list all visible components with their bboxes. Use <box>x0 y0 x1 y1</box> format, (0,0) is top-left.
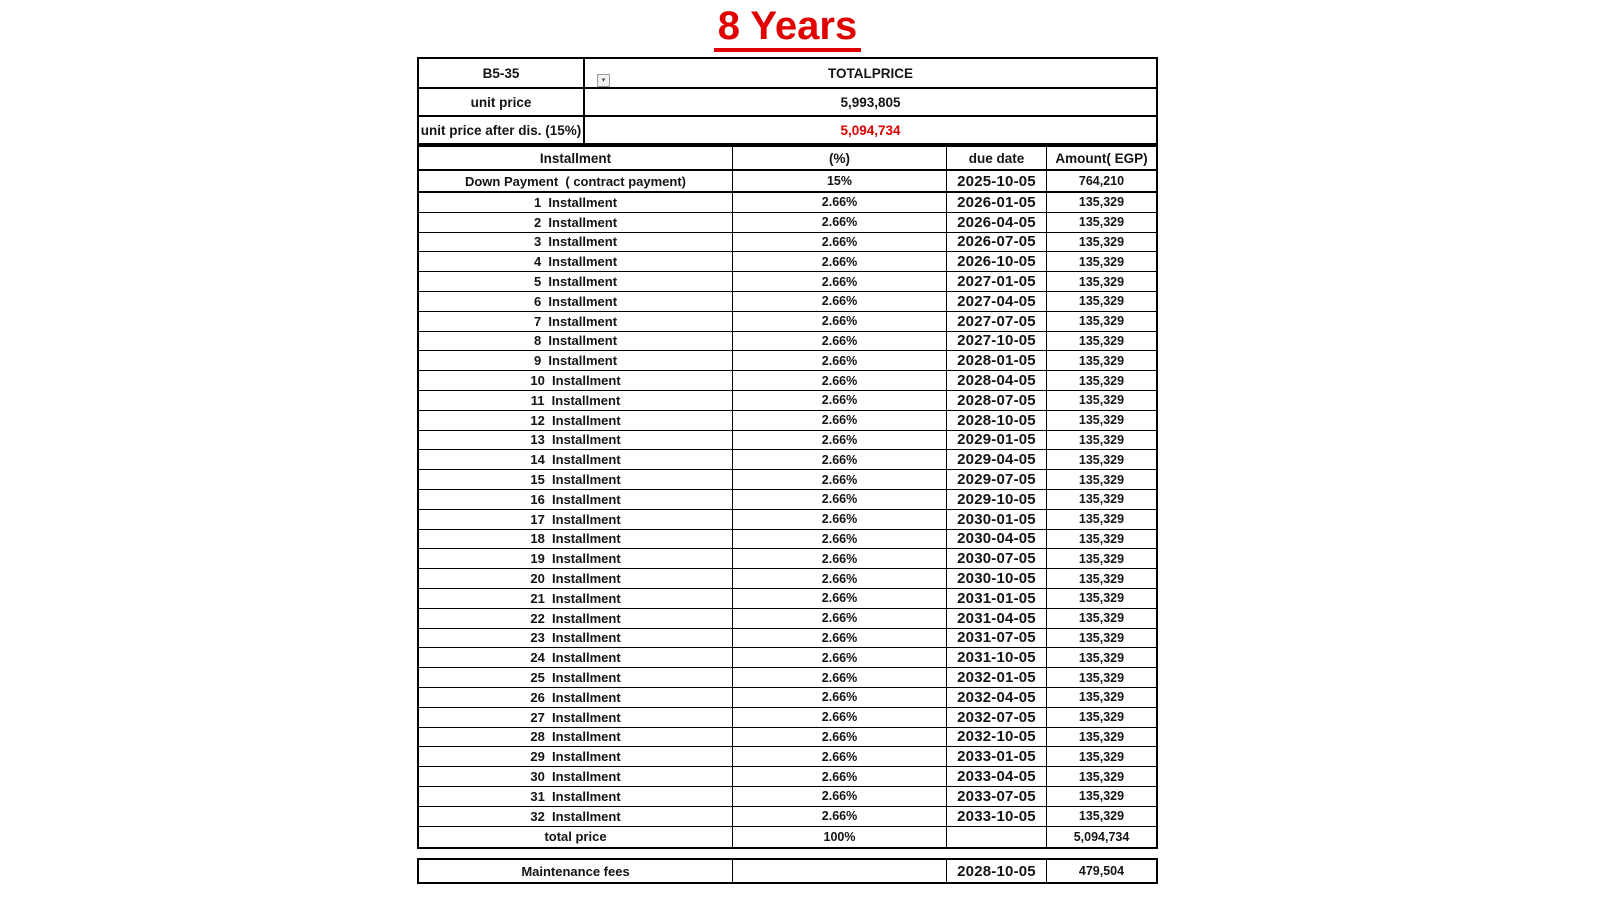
cell-percent: 2.66% <box>732 549 946 568</box>
header-amount: Amount( EGP) <box>1046 147 1156 169</box>
installment-row <box>419 470 1156 490</box>
cell-due: 2033-10-05 <box>946 807 1046 826</box>
cell-label: 1 Installment <box>533 194 618 210</box>
installment-row <box>419 431 1156 451</box>
cell-amount: 135,329 <box>1046 728 1156 747</box>
cell-percent: 2.66% <box>732 648 946 667</box>
cell-label: 10 Installment <box>530 373 621 389</box>
cell-due: 2030-10-05 <box>946 569 1046 588</box>
cell-amount: 135,329 <box>1046 807 1156 826</box>
cell-label: 23 Installment <box>530 630 621 646</box>
cell-label: 20 Installment <box>530 571 621 587</box>
cell-label: Maintenance fees <box>521 863 630 879</box>
cell-percent: 2.66% <box>732 292 946 311</box>
schedule-header-row <box>419 147 1156 171</box>
cell-due: 2031-07-05 <box>946 629 1046 648</box>
maintenance-row <box>419 860 1156 882</box>
cell-label: 32 Installment <box>530 808 621 824</box>
cell-percent: 2.66% <box>732 688 946 707</box>
cell-percent: 2.66% <box>732 807 946 826</box>
cell-label: total price <box>544 829 607 844</box>
cell-amount: 135,329 <box>1046 351 1156 370</box>
cell-percent: 2.66% <box>732 470 946 489</box>
cell-percent: 2.66% <box>732 530 946 549</box>
cell-due: 2032-01-05 <box>946 668 1046 687</box>
unit-price-value: 5,993,805 <box>840 94 901 110</box>
cell-label: 17 Installment <box>530 511 621 527</box>
cell-due: 2027-10-05 <box>946 332 1046 351</box>
cell-due: 2029-04-05 <box>946 450 1046 469</box>
installment-row <box>419 787 1156 807</box>
installment-row <box>419 292 1156 312</box>
cell-due: 2033-07-05 <box>946 787 1046 806</box>
cell-amount: 135,329 <box>1046 272 1156 291</box>
cell-due: 2030-07-05 <box>946 549 1046 568</box>
cell-percent: 15% <box>732 171 946 191</box>
cell-due: 2031-01-05 <box>946 589 1046 608</box>
installment-row <box>419 668 1156 688</box>
cell-percent: 2.66% <box>732 332 946 351</box>
cell-percent: 2.66% <box>732 252 946 271</box>
summary-table <box>417 57 1158 145</box>
cell-due: 2032-10-05 <box>946 728 1046 747</box>
cell-amount: 135,329 <box>1046 668 1156 687</box>
installment-row <box>419 490 1156 510</box>
cell-label: 22 Installment <box>530 610 621 626</box>
cell-percent: 2.66% <box>732 450 946 469</box>
installment-row <box>419 549 1156 569</box>
cell-due: 2026-04-05 <box>946 213 1046 232</box>
cell-amount: 135,329 <box>1046 648 1156 667</box>
cell-amount: 135,329 <box>1046 688 1156 707</box>
cell-amount: 135,329 <box>1046 609 1156 628</box>
installment-schedule-table <box>417 145 1158 849</box>
cell-due <box>946 827 1046 847</box>
cell-percent: 2.66% <box>732 351 946 370</box>
cell-label: 5 Installment <box>533 274 618 290</box>
cell-percent: 2.66% <box>732 629 946 648</box>
cell-amount: 135,329 <box>1046 569 1156 588</box>
cell-due: 2026-01-05 <box>946 193 1046 212</box>
totalprice-header-cell: TOTALPRICE <box>827 65 913 81</box>
cell-label: 7 Installment <box>533 313 618 329</box>
cell-percent: 2.66% <box>732 787 946 806</box>
cell-amount: 135,329 <box>1046 371 1156 390</box>
cell-label: 31 Installment <box>530 788 621 804</box>
cell-label: 19 Installment <box>530 551 621 567</box>
cell-amount: 5,094,734 <box>1046 827 1156 847</box>
cell-due: 2028-10-05 <box>946 860 1046 882</box>
cell-amount: 135,329 <box>1046 292 1156 311</box>
cell-due: 2029-10-05 <box>946 490 1046 509</box>
total-price-row <box>419 827 1156 847</box>
cell-due: 2025-10-05 <box>946 171 1046 191</box>
cell-amount: 135,329 <box>1046 213 1156 232</box>
cell-percent: 100% <box>732 827 946 847</box>
cell-label: 26 Installment <box>530 689 621 705</box>
installment-row <box>419 510 1156 530</box>
cell-label: 24 Installment <box>530 650 621 666</box>
cell-amount: 135,329 <box>1046 391 1156 410</box>
cell-due: 2026-07-05 <box>946 233 1046 252</box>
summary-row-unit <box>419 59 1156 87</box>
installment-row <box>419 728 1156 748</box>
cell-due: 2031-10-05 <box>946 648 1046 667</box>
cell-percent: 2.66% <box>732 193 946 212</box>
cell-due: 2032-07-05 <box>946 708 1046 727</box>
header-percent: (%) <box>732 147 946 169</box>
installment-row <box>419 589 1156 609</box>
cell-percent: 2.66% <box>732 569 946 588</box>
cell-label: 13 Installment <box>530 432 621 448</box>
cell-label: 9 Installment <box>533 353 618 369</box>
cell-label: 4 Installment <box>533 254 618 270</box>
cell-due: 2033-01-05 <box>946 747 1046 766</box>
cell-percent: 2.66% <box>732 668 946 687</box>
summary-row-discount <box>419 115 1156 143</box>
down-payment-row <box>419 171 1156 193</box>
cell-label: 6 Installment <box>533 293 618 309</box>
cell-amount: 135,329 <box>1046 193 1156 212</box>
installment-row <box>419 351 1156 371</box>
installment-row <box>419 747 1156 767</box>
cell-percent: 2.66% <box>732 233 946 252</box>
installment-row <box>419 332 1156 352</box>
unit-code-cell: B5-35 <box>419 59 585 87</box>
cell-label: 2 Installment <box>533 214 618 230</box>
cell-amount: 135,329 <box>1046 411 1156 430</box>
header-installment: Installment <box>539 150 612 166</box>
cell-percent: 2.66% <box>732 213 946 232</box>
cell-label: 15 Installment <box>530 472 621 488</box>
installment-row <box>419 609 1156 629</box>
installment-row <box>419 411 1156 431</box>
installment-row <box>419 391 1156 411</box>
installment-row <box>419 252 1156 272</box>
cell-due: 2028-10-05 <box>946 411 1046 430</box>
cell-percent: 2.66% <box>732 371 946 390</box>
cell-amount: 135,329 <box>1046 332 1156 351</box>
cell-percent: 2.66% <box>732 589 946 608</box>
cell-label: 14 Installment <box>530 452 621 468</box>
installment-row <box>419 530 1156 550</box>
installment-row <box>419 629 1156 649</box>
cell-amount: 135,329 <box>1046 252 1156 271</box>
installment-row <box>419 193 1156 213</box>
installment-row <box>419 371 1156 391</box>
cell-amount: 135,329 <box>1046 549 1156 568</box>
header-due-date: due date <box>946 147 1046 169</box>
cell-percent: 2.66% <box>732 767 946 786</box>
cell-percent <box>732 860 946 882</box>
installment-row <box>419 708 1156 728</box>
cell-label: 3 Installment <box>533 234 618 250</box>
cell-amount: 135,329 <box>1046 530 1156 549</box>
cell-amount: 135,329 <box>1046 629 1156 648</box>
installment-row <box>419 569 1156 589</box>
page-title-text: 8 Years <box>714 5 861 52</box>
cell-amount: 135,329 <box>1046 708 1156 727</box>
cell-label: 11 Installment <box>530 392 621 408</box>
cell-amount: 135,329 <box>1046 747 1156 766</box>
cell-percent: 2.66% <box>732 708 946 727</box>
cell-due: 2032-04-05 <box>946 688 1046 707</box>
cell-percent: 2.66% <box>732 411 946 430</box>
installment-row <box>419 233 1156 253</box>
installment-row <box>419 648 1156 668</box>
cell-due: 2029-01-05 <box>946 431 1046 450</box>
cell-due: 2027-07-05 <box>946 312 1046 331</box>
discount-price-value: 5,094,734 <box>840 122 901 138</box>
cell-due: 2030-01-05 <box>946 510 1046 529</box>
cell-amount: 135,329 <box>1046 431 1156 450</box>
cell-amount: 479,504 <box>1046 860 1156 882</box>
cell-percent: 2.66% <box>732 312 946 331</box>
cell-amount: 135,329 <box>1046 233 1156 252</box>
cell-amount: 135,329 <box>1046 787 1156 806</box>
cell-label: 27 Installment <box>530 709 621 725</box>
cell-amount: 135,329 <box>1046 490 1156 509</box>
installment-row <box>419 450 1156 470</box>
cell-percent: 2.66% <box>732 728 946 747</box>
cell-due: 2026-10-05 <box>946 252 1046 271</box>
cell-due: 2028-07-05 <box>946 391 1046 410</box>
installment-row <box>419 767 1156 787</box>
cell-due: 2031-04-05 <box>946 609 1046 628</box>
schedule-body <box>419 171 1156 827</box>
page-title <box>417 5 1158 52</box>
installment-row <box>419 272 1156 292</box>
cell-label: 29 Installment <box>530 749 621 765</box>
cell-label: 25 Installment <box>530 670 621 686</box>
cell-label: 18 Installment <box>530 531 621 547</box>
cell-percent: 2.66% <box>732 391 946 410</box>
cell-amount: 764,210 <box>1046 171 1156 191</box>
cell-label: Down Payment ( contract payment) <box>464 173 687 189</box>
cell-label: 30 Installment <box>530 769 621 784</box>
cell-label: 16 Installment <box>530 491 621 507</box>
cell-percent: 2.66% <box>732 272 946 291</box>
cell-amount: 135,329 <box>1046 450 1156 469</box>
cell-due: 2028-01-05 <box>946 351 1046 370</box>
cell-label: 8 Installment <box>533 333 618 349</box>
cell-due: 2027-04-05 <box>946 292 1046 311</box>
installment-row <box>419 688 1156 708</box>
cell-label: 12 Installment <box>530 412 621 428</box>
cell-amount: 135,329 <box>1046 470 1156 489</box>
maintenance-table <box>417 858 1158 884</box>
cell-percent: 2.66% <box>732 510 946 529</box>
cell-label: 28 Installment <box>530 729 621 745</box>
cell-amount: 135,329 <box>1046 510 1156 529</box>
cell-due: 2033-04-05 <box>946 767 1046 786</box>
discount-price-label: unit price after dis. (15%) <box>419 117 585 143</box>
installment-row <box>419 213 1156 233</box>
cell-percent: 2.66% <box>732 431 946 450</box>
installment-row <box>419 807 1156 827</box>
cell-amount: 135,329 <box>1046 767 1156 786</box>
cell-due: 2028-04-05 <box>946 371 1046 390</box>
unit-price-label: unit price <box>419 89 585 115</box>
cell-due: 2029-07-05 <box>946 470 1046 489</box>
cell-due: 2030-04-05 <box>946 530 1046 549</box>
cell-percent: 2.66% <box>732 747 946 766</box>
summary-row-unit-price <box>419 87 1156 115</box>
filter-dropdown-icon[interactable]: ▾ <box>597 74 610 87</box>
cell-amount: 135,329 <box>1046 312 1156 331</box>
cell-label: 21 Installment <box>530 590 621 606</box>
cell-amount: 135,329 <box>1046 589 1156 608</box>
cell-percent: 2.66% <box>732 490 946 509</box>
cell-percent: 2.66% <box>732 609 946 628</box>
cell-due: 2027-01-05 <box>946 272 1046 291</box>
installment-row <box>419 312 1156 332</box>
